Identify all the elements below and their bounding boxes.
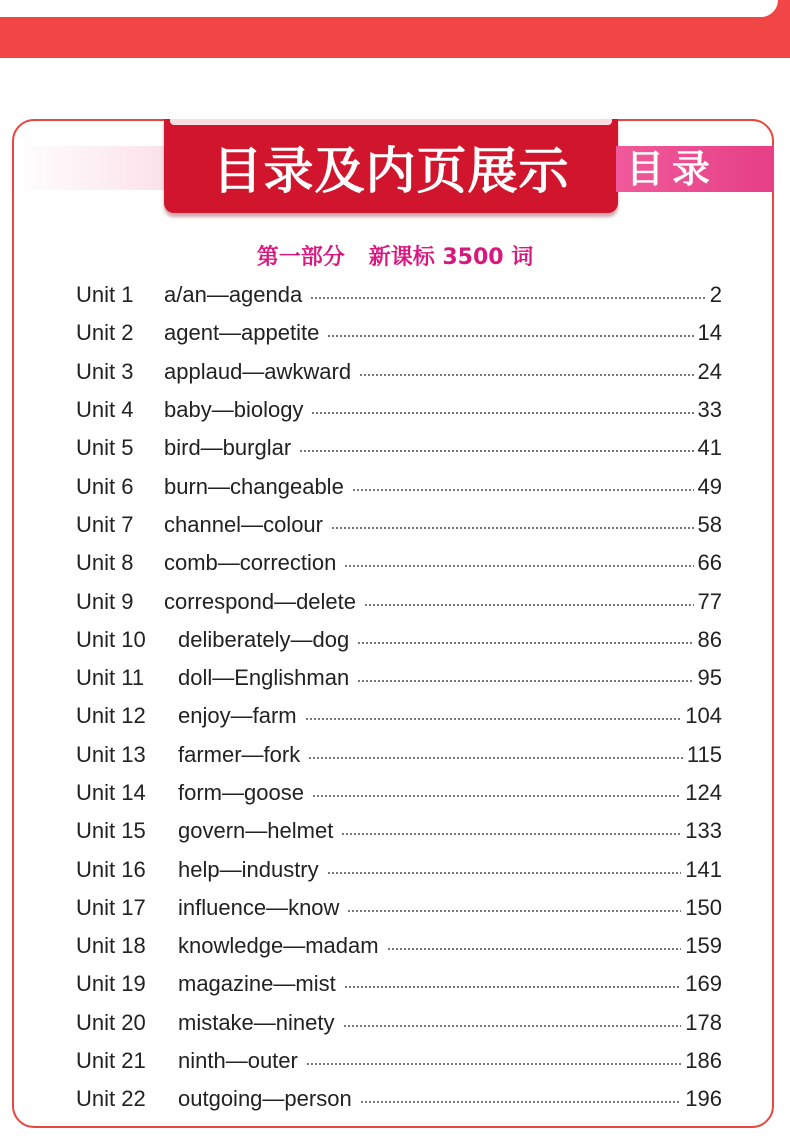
toc-entry[interactable] [76, 1080, 722, 1118]
toc-word-range: help—industry [178, 856, 319, 882]
toc-page-number: 178 [685, 1009, 722, 1035]
pink-strip-left [14, 146, 164, 190]
toc-dot-leader [360, 1101, 682, 1103]
toc-page-number: 104 [685, 703, 722, 729]
toc-entry[interactable] [76, 314, 722, 352]
toc-dot-leader [357, 642, 693, 644]
toc-word-range: baby—biology [164, 397, 304, 423]
toc-page-number: 41 [697, 435, 722, 461]
toc-badge [616, 146, 774, 192]
toc-word-range: doll—Englishman [178, 665, 350, 691]
toc-entry[interactable] [76, 429, 722, 467]
toc-dot-leader [341, 833, 681, 835]
toc-dot-leader [347, 910, 681, 912]
toc-entry[interactable] [76, 1004, 722, 1042]
toc-dot-leader [308, 757, 683, 759]
toc-page-number: 14 [697, 320, 722, 346]
toc-page-number: 77 [697, 588, 722, 614]
toc-dot-leader [310, 297, 706, 299]
toc-entry[interactable] [76, 544, 722, 582]
toc-page-number: 186 [685, 1048, 722, 1074]
toc-dot-leader [312, 795, 681, 797]
toc-unit-label: Unit 7 [76, 511, 134, 537]
toc-unit-label: Unit 14 [76, 780, 146, 805]
toc-entry[interactable] [76, 467, 722, 505]
toc-dot-leader [357, 680, 693, 682]
toc-dot-leader [352, 489, 694, 491]
toc-entry[interactable] [76, 927, 722, 965]
toc-dot-leader [305, 718, 682, 720]
toc-dot-leader [331, 527, 694, 529]
toc-page-number: 115 [686, 741, 722, 767]
section-part: 第一部分 [256, 245, 345, 270]
toc-entry[interactable] [76, 850, 722, 888]
toc-entry[interactable] [76, 391, 722, 429]
toc-unit-label: Unit 3 [76, 358, 134, 384]
toc-unit-label: Unit 22 [76, 1086, 146, 1112]
toc-unit-label: Unit 19 [76, 971, 146, 997]
toc-unit-label: Unit 13 [76, 741, 146, 767]
toc-word-range: govern—helmet [178, 818, 334, 844]
toc-page-number: 124 [685, 780, 722, 805]
toc-word-range: burn—changeable [164, 473, 344, 499]
toc-unit-label: Unit 2 [76, 320, 134, 346]
toc-dot-leader [387, 948, 682, 950]
table-of-contents [76, 276, 722, 1119]
toc-entry[interactable] [76, 621, 722, 659]
toc-word-range: form—goose [178, 780, 304, 805]
toc-page-number: 95 [697, 665, 722, 691]
toc-dot-leader [344, 986, 682, 988]
toc-page-number: 141 [685, 856, 722, 882]
toc-unit-label: Unit 18 [76, 933, 146, 959]
toc-unit-label: Unit 10 [76, 626, 146, 652]
toc-unit-label: Unit 12 [76, 703, 146, 729]
toc-word-range: comb—correction [164, 550, 337, 576]
toc-dot-leader [327, 335, 693, 337]
toc-entry[interactable] [76, 582, 722, 620]
toc-dot-leader [344, 565, 693, 567]
toc-page-number: 33 [697, 397, 722, 423]
toc-page-number: 2 [709, 282, 722, 308]
toc-page-number: 159 [685, 933, 722, 959]
toc-unit-label: Unit 15 [76, 818, 146, 844]
toc-unit-label: Unit 1 [76, 282, 134, 308]
toc-dot-leader [359, 374, 693, 376]
toc-unit-label: Unit 6 [76, 473, 134, 499]
toc-dot-leader [311, 412, 693, 414]
toc-word-range: agent—appetite [164, 320, 320, 346]
toc-page-number: 150 [685, 894, 722, 920]
toc-page-number: 196 [685, 1086, 722, 1112]
toc-word-range: bird—burglar [164, 435, 292, 461]
toc-dot-leader [327, 872, 682, 874]
toc-unit-label: Unit 4 [76, 397, 134, 423]
toc-dot-leader [306, 1063, 681, 1065]
toc-word-range: a/an—agenda [164, 282, 303, 308]
toc-word-range: magazine—mist [178, 971, 336, 997]
toc-entry[interactable] [76, 353, 722, 391]
top-card-edge [0, 0, 778, 17]
toc-entry[interactable] [76, 276, 722, 314]
toc-badge-label: 目录 [626, 147, 719, 191]
toc-word-range: applaud—awkward [164, 358, 352, 384]
toc-unit-label: Unit 5 [76, 435, 134, 461]
toc-page-number: 169 [685, 971, 722, 997]
section-heading [0, 240, 790, 271]
toc-unit-label: Unit 17 [76, 894, 146, 920]
toc-word-range: influence—know [178, 894, 340, 920]
toc-page-number: 49 [697, 473, 722, 499]
toc-entry[interactable] [76, 965, 722, 1003]
toc-word-range: outgoing—person [178, 1086, 352, 1112]
toc-word-range: channel—colour [164, 511, 323, 537]
toc-entry[interactable] [76, 659, 722, 697]
toc-word-range: enjoy—farm [178, 703, 297, 729]
toc-page-number: 86 [697, 626, 722, 652]
toc-word-range: farmer—fork [178, 741, 301, 767]
toc-word-range: mistake—ninety [178, 1009, 335, 1035]
section-name: 新课标 3500 词 [368, 245, 534, 270]
toc-page-number: 24 [697, 358, 722, 384]
toc-word-range: knowledge—madam [178, 933, 379, 959]
toc-unit-label: Unit 11 [76, 665, 145, 691]
toc-entry[interactable] [76, 889, 722, 927]
toc-entry[interactable] [76, 812, 722, 850]
toc-unit-label: Unit 21 [76, 1048, 146, 1074]
toc-unit-label: Unit 20 [76, 1009, 146, 1035]
toc-entry[interactable] [76, 697, 722, 735]
toc-unit-label: Unit 16 [76, 856, 146, 882]
toc-dot-leader [364, 604, 694, 606]
toc-unit-label: Unit 8 [76, 550, 134, 576]
toc-word-range: deliberately—dog [178, 626, 350, 652]
page-title: 目录及内页展示 [212, 142, 570, 200]
toc-entry[interactable] [76, 736, 722, 774]
toc-page-number: 133 [685, 818, 722, 844]
toc-dot-leader [299, 450, 693, 452]
toc-page-number: 58 [697, 511, 722, 537]
toc-word-range: correspond—delete [164, 588, 357, 614]
toc-word-range: ninth—outer [178, 1048, 298, 1074]
toc-unit-label: Unit 9 [76, 588, 134, 614]
toc-entry[interactable] [76, 1042, 722, 1080]
toc-dot-leader [343, 1025, 682, 1027]
toc-page-number: 66 [697, 550, 722, 576]
toc-entry[interactable] [76, 506, 722, 544]
toc-entry[interactable] [76, 774, 722, 812]
